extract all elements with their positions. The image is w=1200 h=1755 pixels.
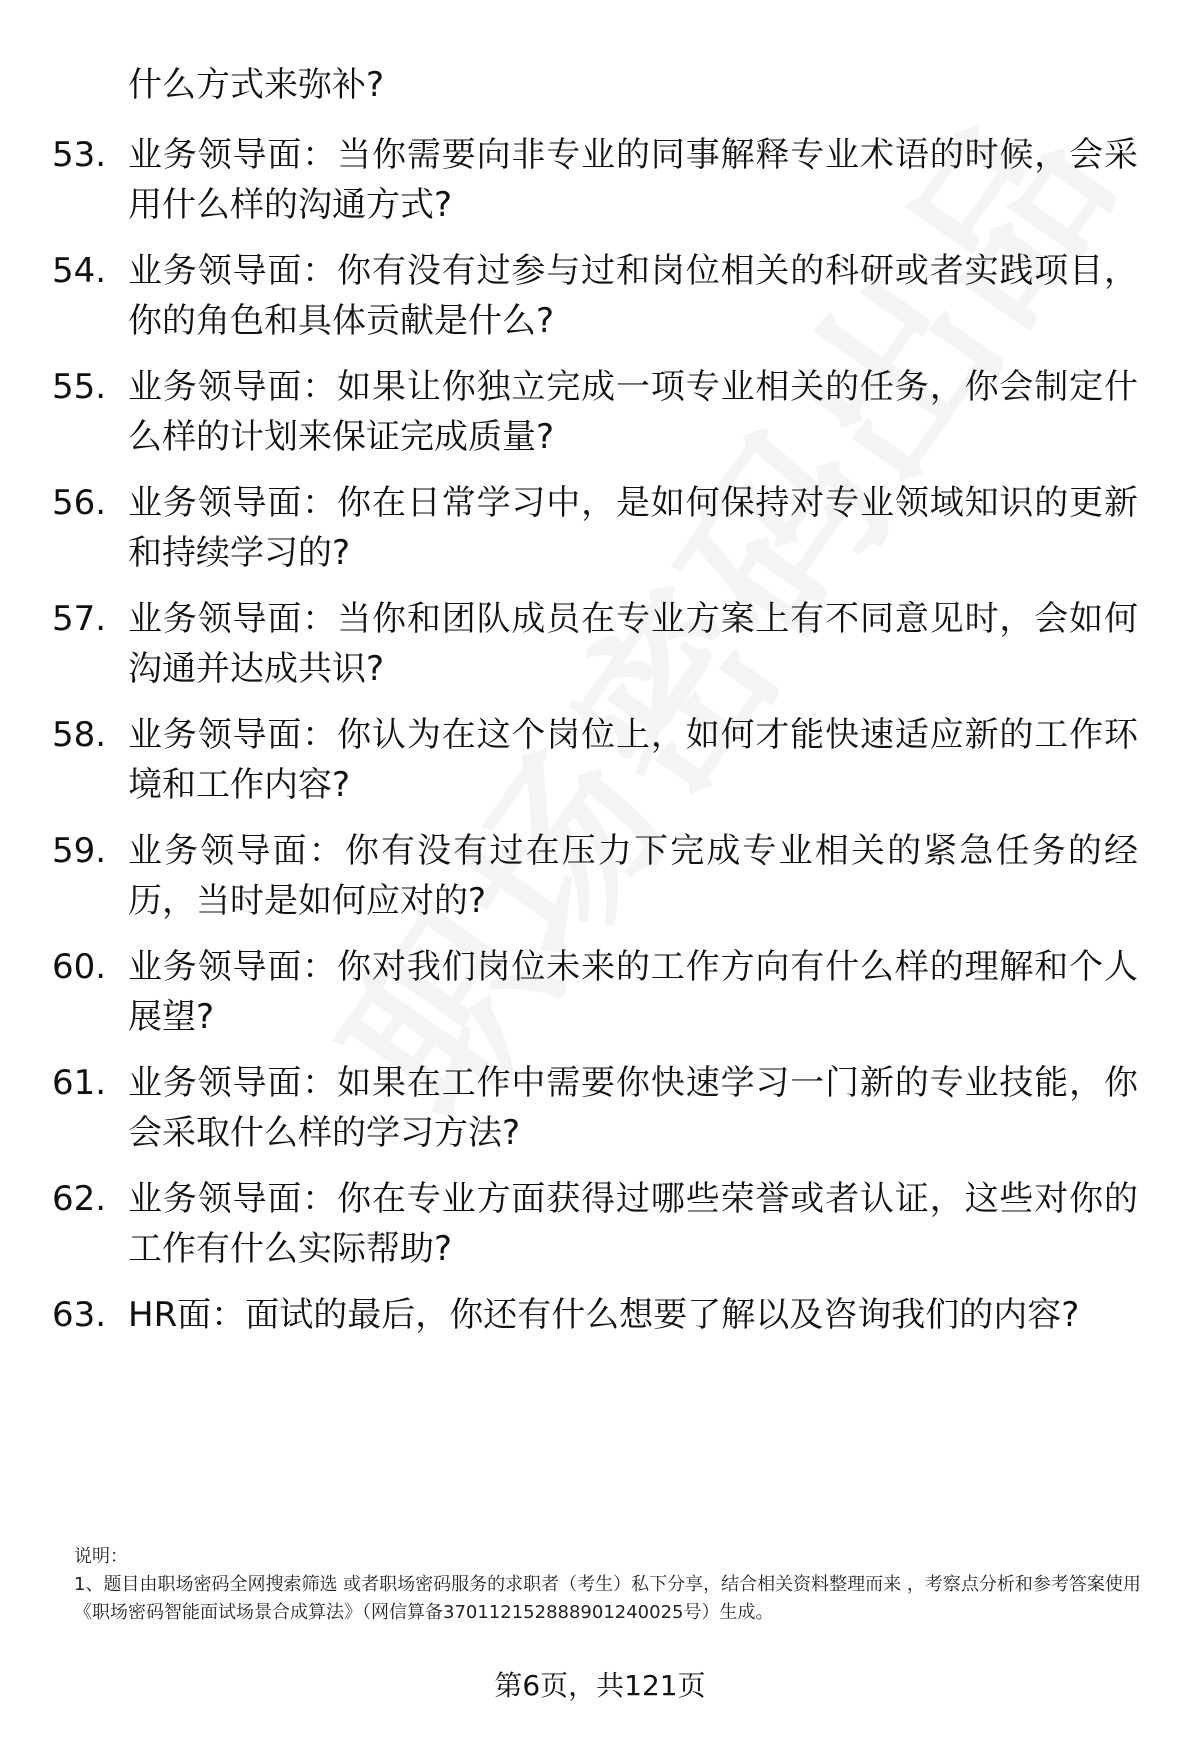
page-number: 第6页，共121页 [494,1669,706,1702]
question-text: 业务领导面：当你和团队成员在专业方案上有不同意见时，会如何沟通并达成共识? [128,599,1138,689]
question-number: 53. [52,135,107,175]
question-number: 61. [52,1063,107,1103]
continuation-text: 什么方式来弥补? [128,65,385,105]
question-text: 业务领导面：你认为在这个岗位上，如何才能快速适应新的工作环境和工作内容? [128,715,1138,805]
question-text: 业务领导面：如果让你独立完成一项专业相关的任务，你会制定什么样的计划来保证完成质量? [128,367,1138,457]
question-text: 业务领导面：你在日常学习中，是如何保持对专业领域知识的更新和持续学习的? [128,483,1138,573]
question-text: 业务领导面：你对我们岗位未来的工作方向有什么样的理解和个人展望? [128,947,1138,1037]
question-number: 63. [52,1295,107,1335]
notes-heading: 说明： [74,1546,128,1567]
notes-section [74,1543,1154,1627]
question-text: 业务领导面：如果在工作中需要你快速学习一门新的专业技能，你会采取什么样的学习方法? [128,1063,1138,1153]
question-number: 60. [52,947,107,987]
question-number: 58. [52,715,107,755]
question-number: 54. [52,251,107,291]
question-number: 62. [52,1179,107,1219]
question-text: 业务领导面：你在专业方面获得过哪些荣誉或者认证，这些对你的工作有什么实际帮助? [128,1179,1138,1269]
question-text: HR面：面试的最后，你还有什么想要了解以及咨询我们的内容? [128,1295,1080,1335]
question-number: 55. [52,367,107,407]
question-text: 业务领导面：你有没有过参与过和岗位相关的科研或者实践项目，你的角色和具体贡献是什么? [128,251,1138,341]
question-number: 59. [52,831,107,871]
question-number: 57. [52,599,107,639]
notes-item: 1、题目由职场密码全网搜索筛选 或者职场密码服务的求职者（考生）私下分享，结合相关资料整理而来 ，考察点分析和参考答案使用《职场密码智能面试场景合成算法》（网信算备370112152888901240025号）生成。 [74,1574,1141,1623]
question-text: 业务领导面：当你需要向非专业的同事解释专业术语的时候，会采用什么样的沟通方式? [128,135,1138,225]
question-text: 业务领导面：你有没有过在压力下完成专业相关的紧急任务的经历，当时是如何应对的? [128,831,1138,921]
question-number: 56. [52,483,107,523]
